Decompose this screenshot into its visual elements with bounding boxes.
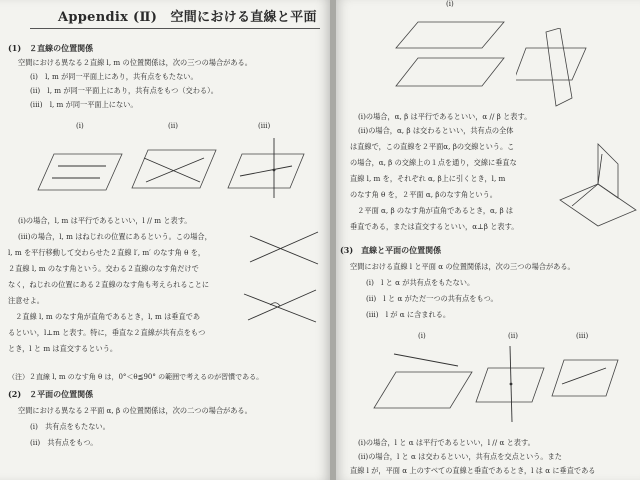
text-line-4: ２直線 l, m のなす角という。交わる２直線のなす角だけで	[8, 264, 199, 273]
text-line-6: 注意せよ。	[8, 296, 44, 305]
section-3-heading: (3) 直線と平面の位置関係	[340, 245, 442, 255]
figure-line-crossing-plane	[474, 340, 546, 424]
r-figure-label-i: (i)	[418, 332, 426, 340]
figure-label-i: (i)	[76, 122, 84, 130]
section-3-case-iii: (iii) l が α に含まれる。	[366, 310, 451, 319]
section-1-heading: (1) ２直線の位置関係	[8, 43, 94, 53]
r-bottom-line-2: (ii)の場合，l と α は交わるといい，共有点を交点という。また	[358, 452, 562, 461]
figure-label-ii: (ii)	[168, 122, 178, 130]
text-line-8: るといい，l⊥m と表す。特に，垂直な２直線が共有点をもつ	[8, 328, 206, 337]
r-figure-label-iii: (iii)	[576, 332, 589, 340]
text-line-7: ２直線 l, m のなす角が直角であるとき，l, m は垂直であ	[8, 312, 201, 321]
page-title: Appendix (Ⅱ) 空間における直線と平面	[58, 10, 317, 25]
section-2-case-ii: (ii) 共有点をもつ。	[30, 438, 98, 447]
r-text-line-5: 直線 l, m を，それぞれ α, β上に引くとき，l, m	[350, 174, 506, 183]
r-text-line-1: (i)の場合，α, β は平行であるといい，α // β と表す。	[358, 112, 532, 121]
figure-top-label: (i)	[446, 0, 454, 8]
figure-intersecting-planes	[516, 28, 596, 110]
r-text-line-8: 垂直である，または直交するといい，α⊥β と表す。	[350, 222, 519, 231]
r-text-line-3: は直線で，この直線を２平面α, βの交線という。こ	[350, 142, 515, 151]
r-bottom-line-1: (i)の場合，l と α は平行であるといい，l // α と表す。	[358, 438, 535, 447]
section-3-intro: 空間における直線 l と平面 α の位置関係は，次の三つの場合がある。	[350, 262, 575, 271]
text-line-5: なく，ねじれの位置にある２直線のなす角も考えられることに	[8, 280, 210, 289]
section-2-intro: 空間における異なる２平面 α, β の位置関係は，次の二つの場合がある。	[18, 406, 252, 415]
section-3-case-ii: (ii) l と α がただ一つの共有点をもつ。	[366, 294, 498, 303]
figure-skew-lines	[226, 136, 306, 200]
figure-label-iii: (iii)	[258, 122, 271, 130]
section-1-case-iii: (iii) l, m が同一平面上にない。	[30, 100, 138, 109]
figure-angle-lines-2	[240, 282, 320, 328]
text-line-2: (iii)の場合，l, m はねじれの位置にあるという。この場合，	[18, 232, 212, 241]
figure-dihedral-angle	[558, 140, 638, 228]
section-2-case-i: (i) 共有点をもたない。	[30, 422, 110, 431]
section-2-heading: (2) ２平面の位置関係	[8, 389, 94, 399]
figure-parallel-planes	[388, 18, 508, 94]
r-text-line-7: ２平面 α, β のなす角が直角であるとき，α, β は	[350, 206, 514, 215]
r-text-line-4: の場合，α, β の交線上の１点を通り，交線に垂直な	[350, 158, 517, 167]
r-figure-label-ii: (ii)	[508, 332, 518, 340]
figure-line-parallel-plane	[366, 346, 476, 416]
text-line-3: l, m を平行移動して交わらせた２直線 l′, m′ のなす角 θ を，	[8, 248, 206, 257]
section-3-case-i: (i) l と α が共有点をもたない。	[366, 278, 475, 287]
figure-parallel-lines	[36, 148, 126, 198]
section-1-case-ii: (ii) l, m が同一平面上にあり，共有点をもつ（交わる）。	[30, 86, 218, 95]
figure-line-in-plane	[550, 356, 620, 402]
section-1-intro: 空間における異なる２直線 l, m の位置関係は，次の三つの場合がある。	[18, 58, 252, 67]
figure-intersecting-lines	[130, 144, 220, 194]
footnote: （注）２直線 l, m のなす角 θ は，0°＜θ≦90° の範囲で考えるのが習慣である。	[8, 373, 264, 381]
r-text-line-6: のなす角 θ を，２平面 α, βのなす角という。	[350, 190, 497, 199]
text-line-1: (i)の場合，l, m は平行であるといい，l // m と表す。	[18, 216, 192, 225]
text-line-9: とき，l と m は直交するという。	[8, 344, 118, 353]
r-bottom-line-3: 直線 l が，平面 α 上のすべての直線と垂直であるとき，l は α に垂直である	[350, 466, 596, 475]
figure-angle-lines-1	[246, 226, 322, 270]
r-text-line-2: (ii)の場合，α, β は交わるといい，共有点の全体	[358, 126, 514, 135]
section-1-case-i: (i) l, m が同一平面上にあり，共有点をもたない。	[30, 72, 198, 81]
right-page	[336, 0, 640, 480]
title-rule	[30, 28, 320, 29]
